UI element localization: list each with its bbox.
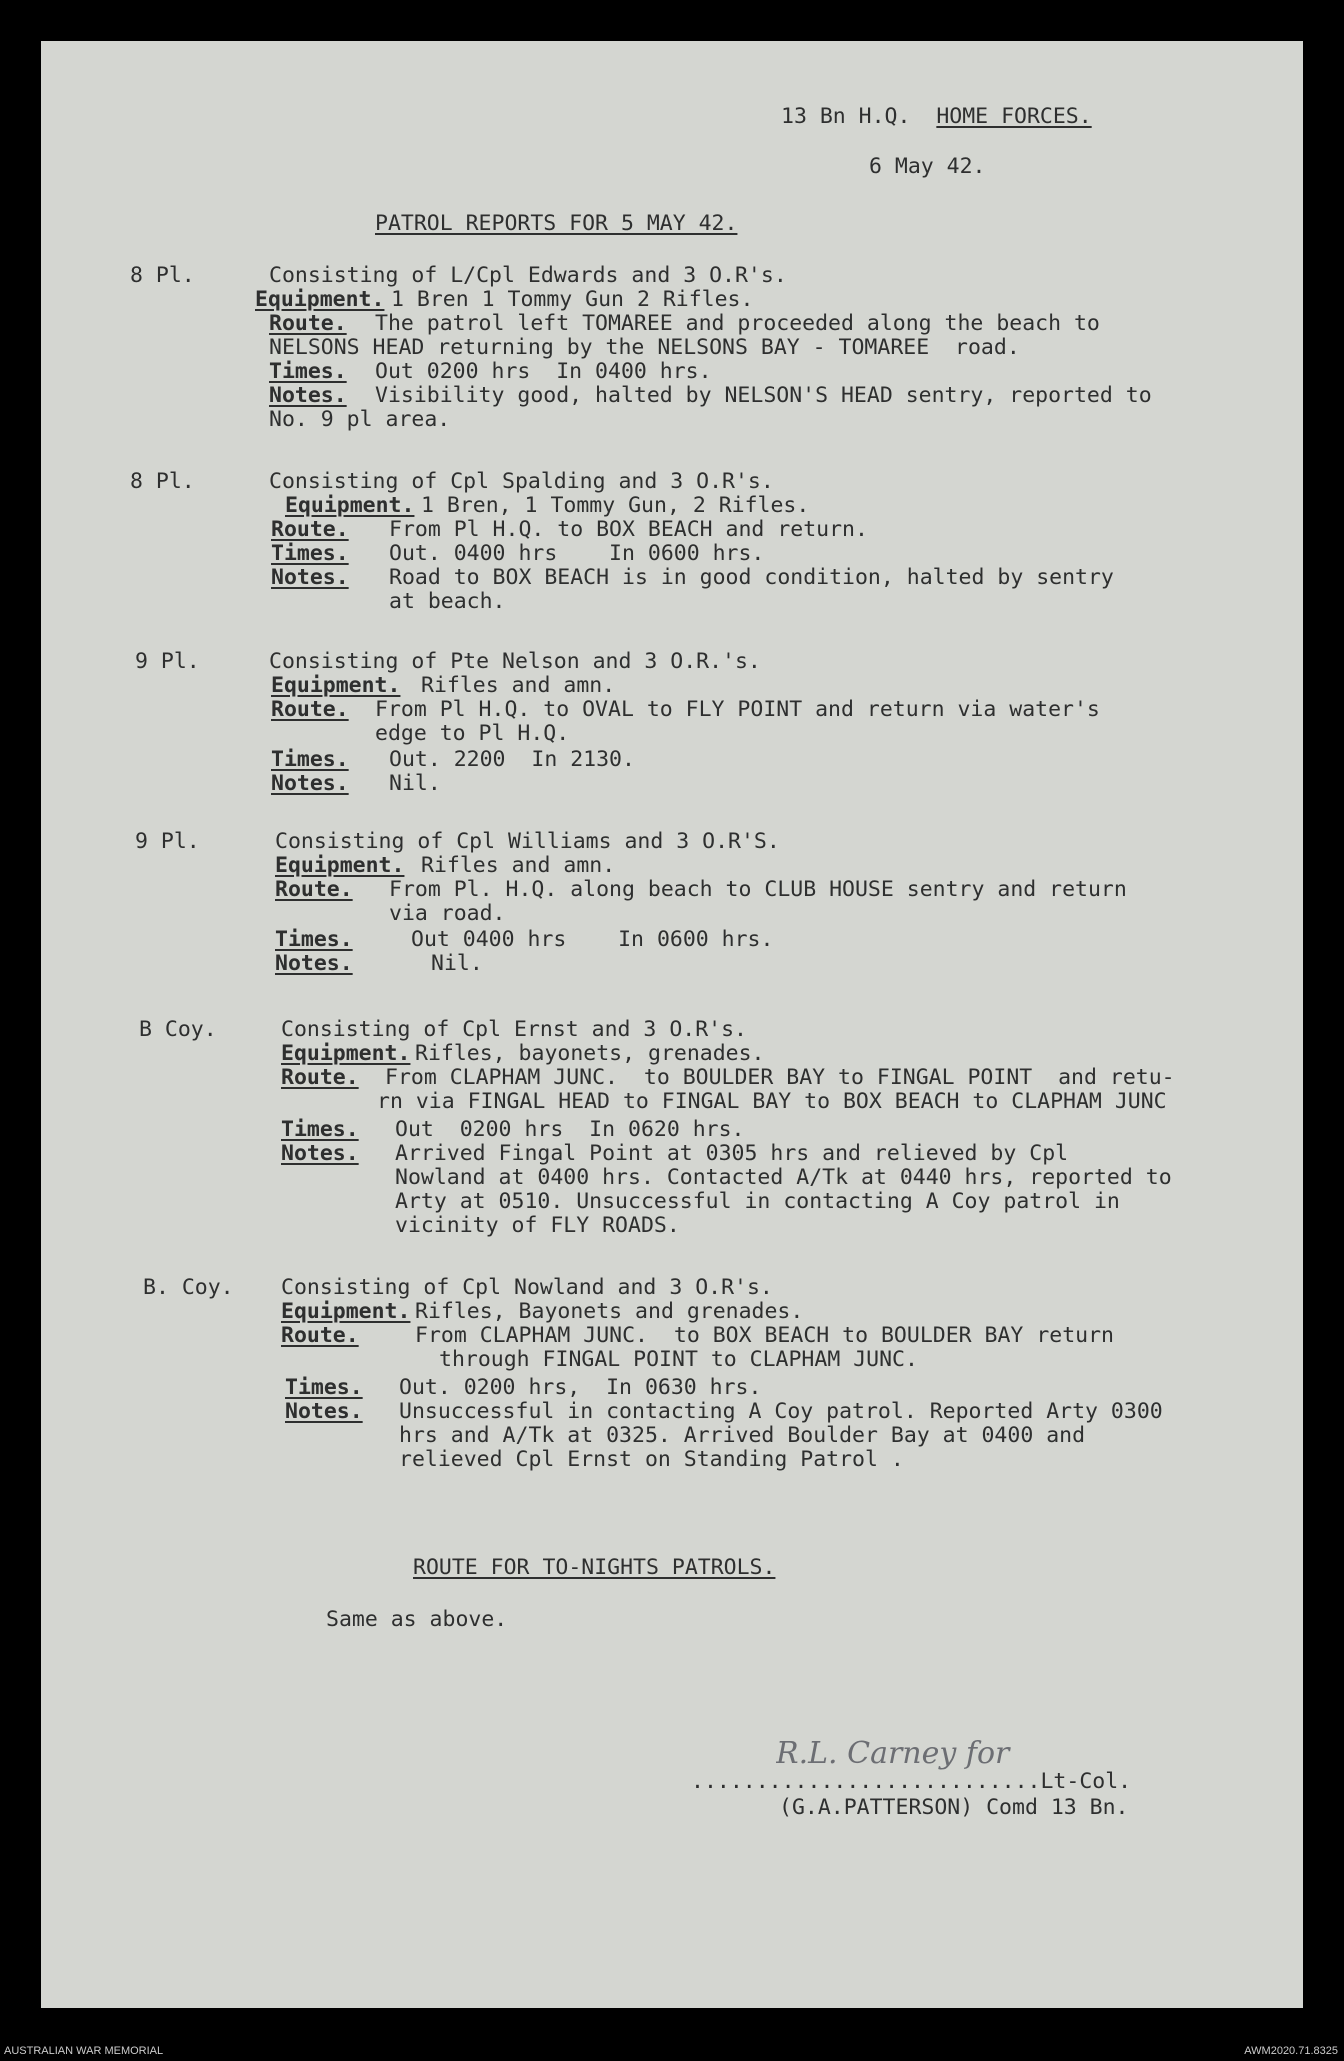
times-label: Times.	[281, 1117, 359, 1142]
report-route-line: From Pl. H.Q. along beach to CLUB HOUSE sentry and return	[389, 877, 1127, 902]
equipment-label: Equipment.	[275, 853, 405, 878]
equipment-label: Equipment.	[281, 1041, 411, 1066]
report-date: 6 May 42.	[869, 154, 986, 179]
route-label: Route.	[269, 311, 347, 336]
route-label: Route.	[271, 697, 349, 722]
report-equipment: Rifles and amn.	[421, 673, 616, 698]
report-notes-line: Arrived Fingal Point at 0305 hrs and relieved by Cpl	[395, 1141, 1069, 1166]
times-label: Times.	[275, 927, 353, 952]
report-consisting: Consisting of L/Cpl Edwards and 3 O.R's.	[269, 263, 787, 288]
report-notes-line: at beach.	[389, 589, 506, 614]
route-section-title: ROUTE FOR TO-NIGHTS PATROLS.	[413, 1555, 776, 1580]
report-notes-line: hrs and A/Tk at 0325. Arrived Boulder Bay at 0400 and	[399, 1423, 1086, 1448]
route-label: Route.	[275, 877, 353, 902]
signatory-name: (G.A.PATTERSON) Comd 13 Bn.	[779, 1795, 1129, 1820]
report-route-line: NELSONS HEAD returning by the NELSONS BAY - TOMAREE road.	[269, 335, 1020, 360]
report-consisting: Consisting of Cpl Williams and 3 O.R'S.	[275, 829, 780, 854]
footer-right: AWM2020.71.8325	[1244, 2045, 1338, 2057]
report-notes-line: Unsuccessful in contacting A Coy patrol. Reported Arty 0300	[399, 1399, 1163, 1424]
times-label: Times.	[285, 1375, 363, 1400]
report-unit: B. Coy.	[143, 1275, 234, 1300]
report-times: Out 0200 hrs In 0620 hrs.	[395, 1117, 745, 1142]
report-consisting: Consisting of Cpl Ernst and 3 O.R's.	[281, 1017, 747, 1042]
home-forces-text: HOME FORCES.	[936, 104, 1092, 129]
signature-text: R.L. Carney for	[776, 1736, 1010, 1771]
report-unit: 9 Pl.	[135, 829, 200, 854]
times-label: Times.	[269, 359, 347, 384]
report-consisting: Consisting of Pte Nelson and 3 O.R.'s.	[269, 649, 761, 674]
report-route-line: rn via FINGAL HEAD to FINGAL BAY to BOX BEACH to CLAPHAM JUNC	[377, 1089, 1167, 1114]
report-equipment: 1 Bren 1 Tommy Gun 2 Rifles.	[391, 287, 754, 312]
notes-label: Notes.	[281, 1141, 359, 1166]
report-notes-line: Nil.	[431, 951, 483, 976]
equipment-label: Equipment.	[285, 493, 415, 518]
report-route-line: From CLAPHAM JUNC. to BOULDER BAY to FINGAL POINT and retu-	[385, 1065, 1175, 1090]
report-equipment: 1 Bren, 1 Tommy Gun, 2 Rifles.	[421, 493, 810, 518]
report-notes-line: No. 9 pl area.	[269, 407, 451, 432]
times-label: Times.	[271, 747, 349, 772]
report-route-line: through FINGAL POINT to CLAPHAM JUNC.	[439, 1347, 918, 1372]
report-unit: 9 Pl.	[135, 649, 200, 674]
page-title: PATROL REPORTS FOR 5 MAY 42.	[375, 211, 738, 236]
report-unit: 8 Pl.	[130, 263, 195, 288]
report-consisting: Consisting of Cpl Spalding and 3 O.R's.	[269, 469, 774, 494]
report-route-line: The patrol left TOMAREE and proceeded along the beach to	[375, 311, 1100, 336]
report-notes-line: Nowland at 0400 hrs. Contacted A/Tk at 0440 hrs, reported to	[395, 1165, 1172, 1190]
hq-line	[781, 106, 1092, 128]
report-notes-line: Road to BOX BEACH is in good condition, halted by sentry	[389, 565, 1114, 590]
times-label: Times.	[271, 541, 349, 566]
report-times: Out 0200 hrs In 0400 hrs.	[375, 359, 712, 384]
route-label: Route.	[281, 1323, 359, 1348]
report-route-line: From Pl H.Q. to BOX BEACH and return.	[389, 517, 868, 542]
report-unit: 8 Pl.	[130, 469, 195, 494]
report-notes-line: vicinity of FLY ROADS.	[395, 1213, 680, 1238]
report-notes-line: relieved Cpl Ernst on Standing Patrol .	[399, 1447, 904, 1472]
report-notes-line: Nil.	[389, 771, 441, 796]
hq-text: 13 Bn H.Q.	[781, 104, 911, 129]
signature-dots: ...........................Lt-Col.	[691, 1769, 1132, 1794]
report-route-line: via road.	[389, 901, 506, 926]
report-times: Out. 0400 hrs In 0600 hrs.	[389, 541, 765, 566]
report-consisting: Consisting of Cpl Nowland and 3 O.R's.	[281, 1275, 773, 1300]
report-notes-line: Visibility good, halted by NELSON'S HEAD sentry, reported to	[375, 383, 1152, 408]
notes-label: Notes.	[269, 383, 347, 408]
route-label: Route.	[271, 517, 349, 542]
report-route-line: From CLAPHAM JUNC. to BOX BEACH to BOULDER BAY return	[415, 1323, 1114, 1348]
footer-left: AUSTRALIAN WAR MEMORIAL	[4, 2045, 164, 2057]
document-page	[41, 41, 1303, 2008]
report-times: Out. 2200 In 2130.	[389, 747, 635, 772]
notes-label: Notes.	[271, 565, 349, 590]
report-equipment: Rifles, bayonets, grenades.	[415, 1041, 765, 1066]
route-section-text: Same as above.	[326, 1607, 508, 1632]
notes-label: Notes.	[285, 1399, 363, 1424]
route-label: Route.	[281, 1065, 359, 1090]
report-equipment: Rifles, Bayonets and grenades.	[415, 1299, 804, 1324]
equipment-label: Equipment.	[271, 673, 401, 698]
notes-label: Notes.	[271, 771, 349, 796]
report-times: Out 0400 hrs In 0600 hrs.	[411, 927, 774, 952]
report-route-line: From Pl H.Q. to OVAL to FLY POINT and return via water's	[375, 697, 1100, 722]
report-route-line: edge to Pl H.Q.	[375, 721, 570, 746]
equipment-label: Equipment.	[255, 287, 385, 312]
equipment-label: Equipment.	[281, 1299, 411, 1324]
report-unit: B Coy.	[139, 1017, 217, 1042]
report-notes-line: Arty at 0510. Unsuccessful in contacting A Coy patrol in	[395, 1189, 1120, 1214]
notes-label: Notes.	[275, 951, 353, 976]
report-times: Out. 0200 hrs, In 0630 hrs.	[399, 1375, 762, 1400]
report-equipment: Rifles and amn.	[421, 853, 616, 878]
